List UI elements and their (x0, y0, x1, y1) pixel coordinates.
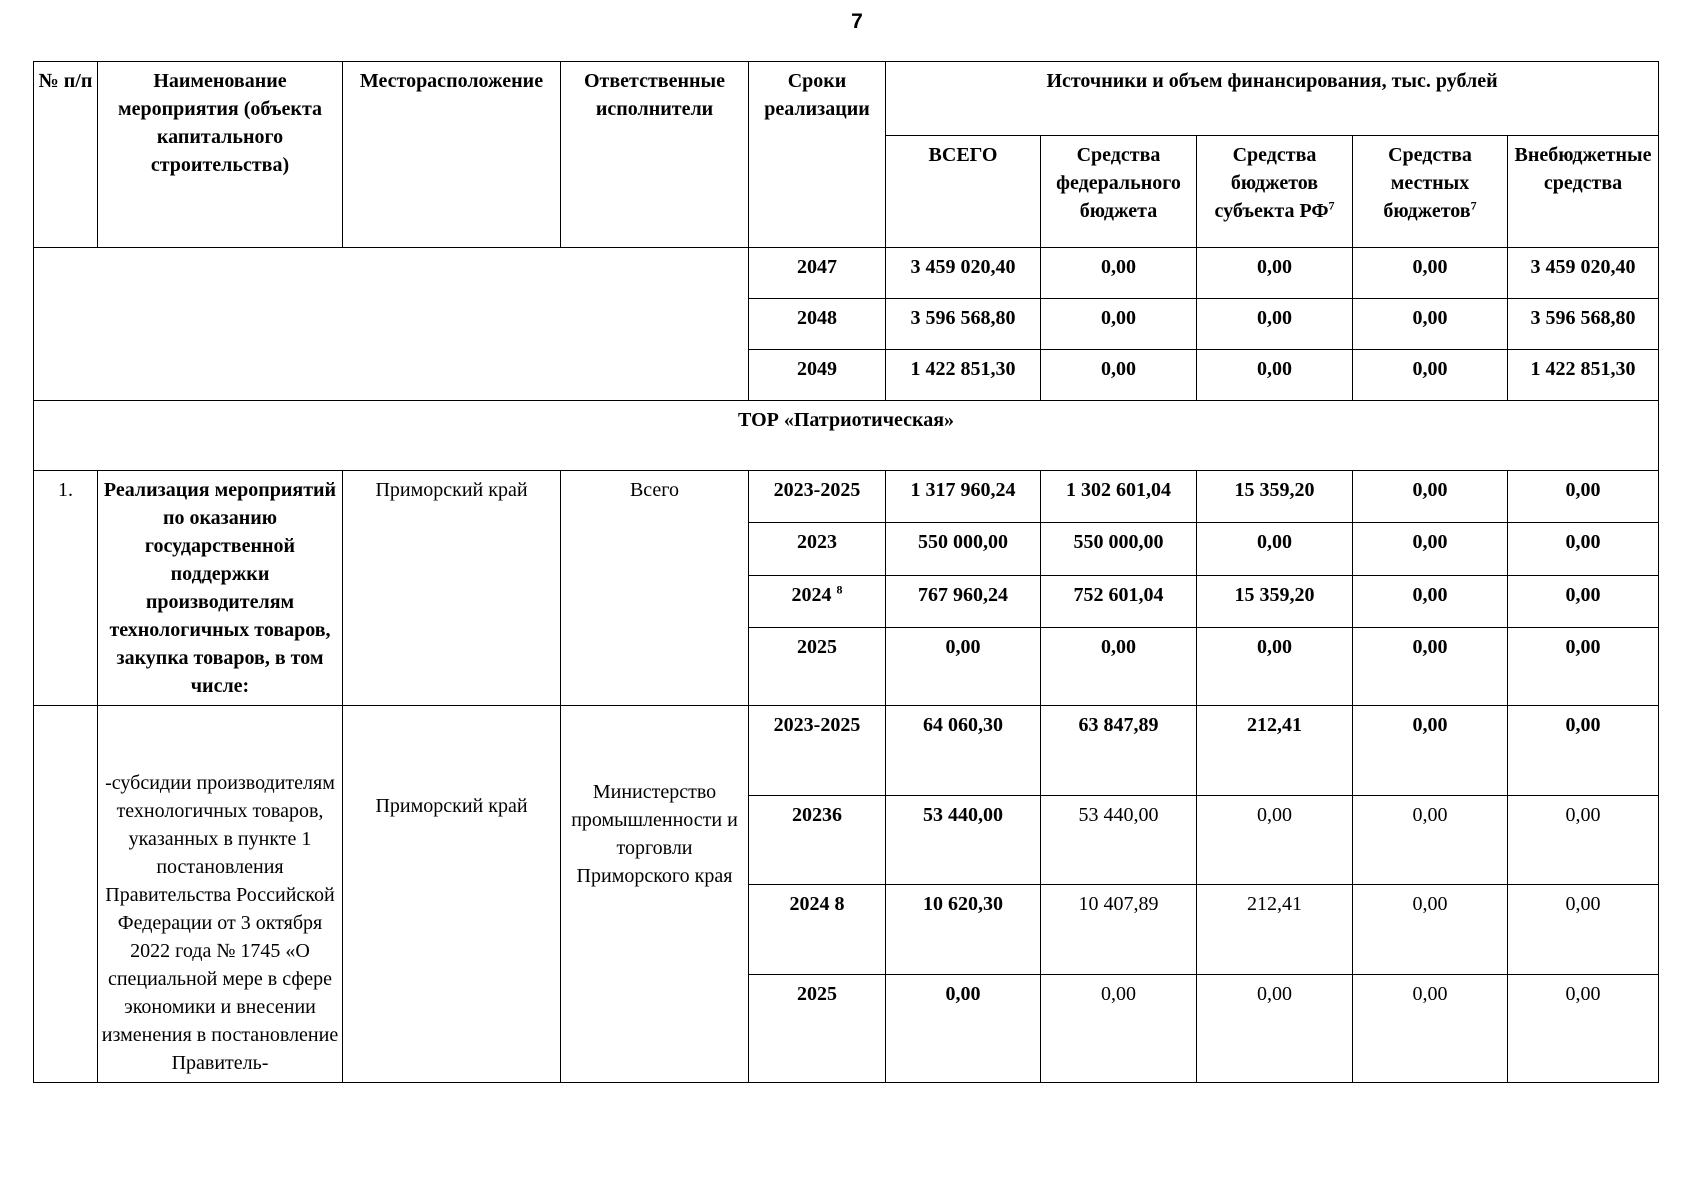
item2-location: Приморский край (343, 706, 561, 1083)
cell-federal: 0,00 (1041, 248, 1197, 299)
cell-total: 0,00 (886, 975, 1041, 1083)
cell-federal: 0,00 (1041, 975, 1197, 1083)
item1-location: Приморский край (343, 471, 561, 706)
item2-name: -субсидии производителям технологичных товаров, указанных в пункте 1 постановления Правительства Российской Федерации от 3 октября 2022 года № 1745 «О специальной мере в сфере экономики и внесении изменения в постановление Правитель- (98, 706, 343, 1083)
header-location: Месторасположение (343, 62, 561, 248)
cell-local: 0,00 (1353, 299, 1508, 350)
table-row (34, 248, 1659, 299)
cell-regional: 0,00 (1197, 523, 1353, 575)
cell-regional: 15 359,20 (1197, 575, 1353, 627)
cell-regional: 0,00 (1197, 796, 1353, 885)
header-total: ВСЕГО (886, 136, 1041, 248)
cell-total: 0,00 (886, 627, 1041, 705)
cell-year: 2023-2025 (749, 471, 886, 523)
cell-extra: 0,00 (1508, 575, 1659, 627)
header-federal: Средства федерального бюджета (1041, 136, 1197, 248)
cell-local: 0,00 (1353, 575, 1508, 627)
cell-federal: 0,00 (1041, 627, 1197, 705)
cell-local: 0,00 (1353, 885, 1508, 975)
cell-total: 550 000,00 (886, 523, 1041, 575)
cell-federal: 63 847,89 (1041, 706, 1197, 796)
cell-local: 0,00 (1353, 706, 1508, 796)
header-terms: Сроки реализации (749, 62, 886, 248)
table-row (34, 706, 1659, 796)
item1-name: Реализация мероприятий по оказанию государственной поддержки производителям технологичных товаров, закупка товаров, в том числе: (98, 471, 343, 706)
cell-extra: 3 459 020,40 (1508, 248, 1659, 299)
cell-year: 2048 (749, 299, 886, 350)
cell-local: 0,00 (1353, 975, 1508, 1083)
cell-year: 2025 (749, 627, 886, 705)
item2-num (34, 706, 98, 1083)
cell-year: 2024 8 (749, 885, 886, 975)
cell-total: 3 459 020,40 (886, 248, 1041, 299)
cell-federal: 0,00 (1041, 350, 1197, 401)
cell-total: 1 422 851,30 (886, 350, 1041, 401)
cell-federal: 1 302 601,04 (1041, 471, 1197, 523)
item1-executor: Всего (561, 471, 749, 706)
cell-total: 767 960,24 (886, 575, 1041, 627)
cell-total: 3 596 568,80 (886, 299, 1041, 350)
cell-extra: 0,00 (1508, 471, 1659, 523)
cell-year: 2047 (749, 248, 886, 299)
cell-federal: 752 601,04 (1041, 575, 1197, 627)
cell-local: 0,00 (1353, 248, 1508, 299)
cell-extra: 0,00 (1508, 706, 1659, 796)
cell-extra: 0,00 (1508, 975, 1659, 1083)
cell-regional: 0,00 (1197, 248, 1353, 299)
section-title: ТОР «Патриотическая» (34, 401, 1659, 471)
cell-total: 1 317 960,24 (886, 471, 1041, 523)
cell-year: 20236 (749, 796, 886, 885)
header-regional: Средства бюджетов субъекта $РФ^7$ (1197, 136, 1353, 248)
header-executors: Ответственные исполнители (561, 62, 749, 248)
header-num: № п/п (34, 62, 98, 248)
cell-local: 0,00 (1353, 523, 1508, 575)
cell-extra: 0,00 (1508, 523, 1659, 575)
cell-local: 0,00 (1353, 350, 1508, 401)
header-name: Наименование мероприятия (объекта капитального строительства) (98, 62, 343, 248)
cell-federal: 550 000,00 (1041, 523, 1197, 575)
financing-table (33, 61, 1659, 1083)
header-local: Средства местных бюджетов$^7$ (1353, 136, 1508, 248)
cell-year: 2025 (749, 975, 886, 1083)
cell-regional: 0,00 (1197, 627, 1353, 705)
cell-federal: 53 440,00 (1041, 796, 1197, 885)
header-sources: Источники и объем финансирования, тыс. рублей (886, 62, 1659, 136)
cell-total: 10 620,30 (886, 885, 1041, 975)
cell-local: 0,00 (1353, 796, 1508, 885)
cell-extra: 0,00 (1508, 627, 1659, 705)
cell-extra: 0,00 (1508, 885, 1659, 975)
cell-local: 0,00 (1353, 471, 1508, 523)
cell-year: 2024 $^8$ (749, 575, 886, 627)
cell-year: 2023-2025 (749, 706, 886, 796)
cell-regional: 212,41 (1197, 706, 1353, 796)
empty-cell (34, 248, 749, 401)
cell-total: 64 060,30 (886, 706, 1041, 796)
cell-local: 0,00 (1353, 627, 1508, 705)
cell-regional: 0,00 (1197, 299, 1353, 350)
cell-extra: 1 422 851,30 (1508, 350, 1659, 401)
table-row (34, 471, 1659, 523)
cell-federal: 10 407,89 (1041, 885, 1197, 975)
item2-executor: Министерство промышленности и торговли Приморского края (561, 706, 749, 1083)
cell-extra: 3 596 568,80 (1508, 299, 1659, 350)
cell-year: 2023 (749, 523, 886, 575)
cell-regional: 0,00 (1197, 350, 1353, 401)
cell-total: 53 440,00 (886, 796, 1041, 885)
cell-regional: 15 359,20 (1197, 471, 1353, 523)
cell-federal: 0,00 (1041, 299, 1197, 350)
header-extra: Внебюджетные средства (1508, 136, 1659, 248)
cell-extra: 0,00 (1508, 796, 1659, 885)
cell-regional: 0,00 (1197, 975, 1353, 1083)
page-number: 7 (851, 10, 863, 33)
cell-regional: 212,41 (1197, 885, 1353, 975)
cell-year: 2049 (749, 350, 886, 401)
item1-num: 1. (34, 471, 98, 706)
